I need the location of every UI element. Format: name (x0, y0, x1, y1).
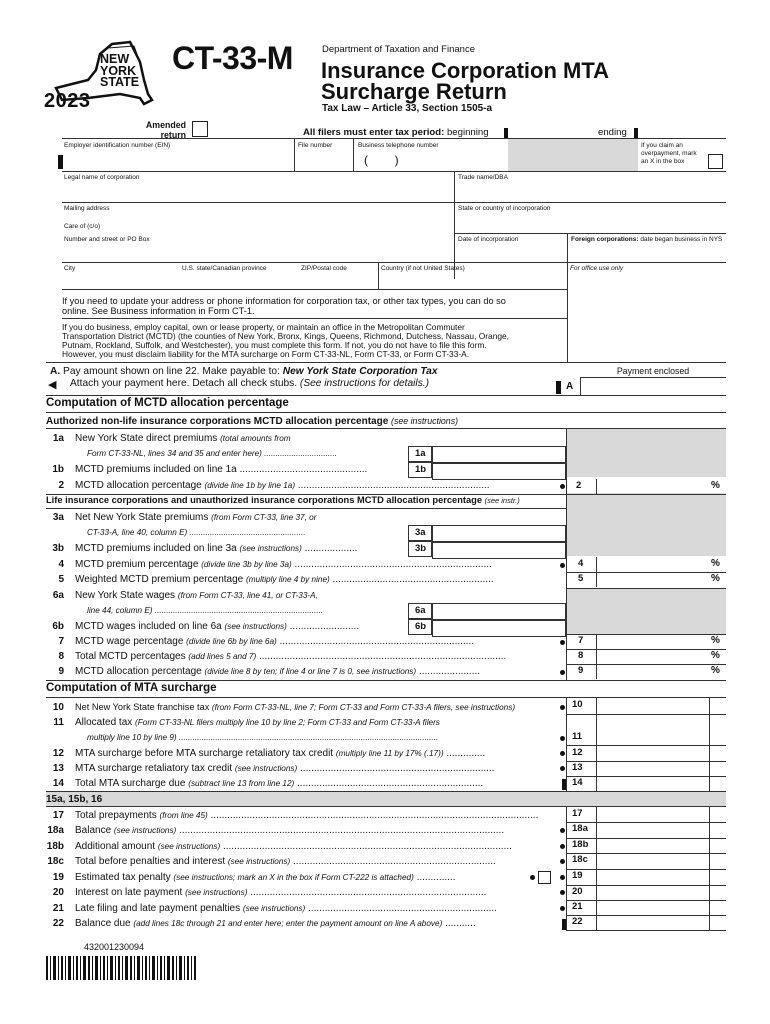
line-1b-num: 1b (52, 464, 64, 475)
line-8-pct: % (711, 650, 720, 661)
line-5-input[interactable] (596, 572, 727, 587)
line-4-input[interactable] (596, 557, 727, 572)
city-label: City (64, 265, 76, 272)
mctd-notice-1: If you do business, employ capital, own or lease property, or maintain an office in the Metropolitan Commuter (62, 322, 465, 332)
line-19-text: Estimated tax penalty (see instructions; mark an X in the box if Form CT-222 is attached) .............. (75, 872, 456, 883)
line-3a-box: 3a (408, 525, 432, 541)
line-10-box: 10 (572, 699, 583, 710)
phone-parens: ( ) (364, 153, 399, 167)
date-incorp-label: Date of incorporation (458, 236, 519, 243)
line-17-num: 17 (52, 810, 64, 821)
state-country-label: State or country of incorporation (458, 205, 551, 212)
street-label: Number and street or PO Box (64, 236, 150, 243)
mctd-notice-3: Putnam, Rockland, Suffolk, and Westchester), you must complete this form. If not, you do not have to file this form. (62, 340, 487, 350)
line-8-text: Total MCTD percentages (add lines 5 and 7) ......................................................................................... (75, 651, 507, 662)
line-4-text: MCTD premium percentage (divide line 3b by line 3a) ....................................................................... (75, 559, 492, 570)
line-18c-box: 18c (572, 854, 588, 865)
attach-text: Attach your payment here. Detach all check stubs. (See instructions for details.) (70, 378, 430, 389)
trade-name-field[interactable] (455, 172, 725, 202)
state-name-line: STATE (100, 75, 140, 89)
zip-label: ZIP/Postal code (301, 265, 347, 272)
shaded-area-2 (566, 493, 726, 556)
line-5-text: Weighted MCTD premium percentage (multiply line 4 by nine) .......................................................... (75, 574, 494, 585)
line-12-dot (560, 751, 565, 756)
line-7-input[interactable] (596, 634, 727, 649)
line-1b-input[interactable] (432, 462, 566, 480)
amended-checkbox[interactable] (192, 121, 208, 137)
file-number-field[interactable] (295, 139, 353, 171)
mctd-notice-2: Transportation District (MCTD) (the counties of New York, Bronx, Kings, Queens, Richmond, Dutchess, Nassau, Orange, (62, 331, 510, 341)
line-18b-dot (560, 844, 565, 849)
line-2-num: 2 (58, 480, 64, 491)
line-3b-num: 3b (52, 543, 64, 554)
line-3b-text: MCTD premiums included on line 3a (see instructions) ................... (75, 543, 358, 554)
care-of-label: Care of (c/o) (64, 223, 101, 230)
update-notice-1: If you need to update your address or phone information for corporation tax, or other tax types, you can do so (62, 296, 506, 306)
line-6a-text2: line 44, column E) .......................................................................... (87, 606, 324, 615)
line-18c-input[interactable] (596, 853, 727, 869)
line-8-input[interactable] (596, 649, 727, 664)
street-field[interactable] (62, 234, 454, 262)
section1-sub2: Life insurance corporations and unauthorized insurance corporations MCTD allocation percentage (see instr.) (46, 495, 520, 505)
line-21-input[interactable] (596, 900, 727, 916)
line-10-num: 10 (52, 702, 64, 713)
line-5-pct: % (711, 573, 720, 584)
section1-title: Computation of MCTD allocation percentage (46, 397, 289, 409)
line-14-input[interactable] (596, 776, 727, 792)
shaded-box (508, 139, 638, 171)
line-20-box: 20 (572, 886, 583, 897)
line-4-pct: % (711, 558, 720, 569)
beginning-date-field[interactable] (510, 124, 596, 139)
tax-period-label: All filers must enter tax period: beginning (303, 127, 489, 138)
line-6b-box: 6b (408, 619, 432, 635)
form-title-1: Insurance Corporation MTA (321, 58, 610, 83)
line-9-text: MCTD allocation percentage (divide line 8 by ten; if line 4 or line 7 is 0, see instructions) ...................... (75, 666, 481, 677)
line-1a-text2: Form CT-33-NL, lines 34 and 35 and enter here) ................................ (87, 449, 337, 458)
ein-label: Employer identification number (EIN) (64, 142, 171, 149)
line-1b-box: 1b (408, 462, 432, 478)
payment-enclosed-field[interactable] (580, 378, 727, 395)
line-7-dot (560, 640, 565, 645)
line-5-box: 5 (578, 573, 584, 584)
tax-year: 2023 (44, 90, 91, 112)
line-18a-dot (560, 828, 565, 833)
line-17-box: 17 (572, 808, 583, 819)
section1-sub1: Authorized non-life insurance corporations MCTD allocation percentage (see instructions) (46, 416, 459, 427)
line-22-text: Balance due (add lines 18c through 21 and enter here; enter the payment amount on line A above) ........... (75, 918, 476, 929)
line-18a-input[interactable] (596, 822, 727, 838)
line-12-text: MTA surcharge before MTA surcharge retaliatory tax credit (multiply line 11 by 17% (.17)) .............. (75, 748, 486, 759)
line-21-box: 21 (572, 901, 583, 912)
line-18a-text: Balance (see instructions) ..................................................................................................................... (75, 825, 505, 836)
line-4-dot (560, 563, 565, 568)
line-2-text: MCTD allocation percentage (divide line 1b by line 1a) ..................................................................... (75, 480, 490, 491)
office-use-label: For office use only (570, 265, 624, 272)
line-10-dot (560, 705, 565, 710)
line-12-box: 12 (572, 747, 583, 758)
barcode-number: 432001230094 (84, 942, 145, 952)
payment-enclosed-label: Payment enclosed (616, 366, 690, 376)
state-country-field[interactable] (455, 203, 725, 233)
line-11-box: 11 (572, 731, 583, 742)
us-state-label: U.S. state/Canadian province (182, 265, 267, 272)
line-18c-dot (560, 859, 565, 864)
mailing-address-field[interactable] (62, 203, 454, 233)
line-10-input[interactable] (596, 698, 727, 714)
line-9-box: 9 (578, 665, 584, 676)
state-name-line: NEW (100, 52, 130, 66)
line-11-num: 11 (53, 717, 64, 728)
line-20-input[interactable] (596, 885, 727, 901)
foreign-corp-label: Foreign corporations: date began business in NYS (571, 236, 723, 243)
barcode-graphic (46, 956, 196, 980)
line-1a-num: 1a (52, 433, 64, 444)
line-7-text: MCTD wage percentage (divide line 6b by line 6a) ...................................................................... (75, 636, 475, 647)
line-3b-box: 3b (408, 541, 432, 557)
file-number-label: File number (298, 142, 333, 149)
line-8-box: 8 (578, 650, 584, 661)
overpayment-note: If you claim an overpayment, mark an X in the box (641, 142, 697, 165)
line-13-input[interactable] (596, 761, 727, 777)
line-18c-text: Total before penalties and interest (see instructions) ......................................................................... (75, 856, 496, 867)
phone-label: Business telephone number (358, 142, 439, 149)
mctd-notice-4: However, you must disclaim liability for the MTA surcharge on Form CT-33-NL, Form CT-33, or Form CT-33-A. (62, 349, 470, 359)
line-19-num: 19 (52, 872, 64, 883)
state-name-line: YORK (100, 63, 137, 78)
line-3a-text2: CT-33-A, line 40, column E) ................................................... (87, 528, 306, 537)
line-9-pct: % (711, 665, 720, 676)
line-6a-num: 6a (52, 590, 64, 601)
line-17-text: Total prepayments (from line 45) ...................................................................................................................... (75, 810, 539, 821)
payment-box-a: A (566, 381, 574, 392)
line-12-num: 12 (52, 748, 64, 759)
line-20-text: Interest on late payment (see instructions) ..................................................................................... (75, 887, 487, 898)
barcode (46, 956, 196, 980)
line-20-num: 20 (52, 887, 64, 898)
line-a: A. Pay amount shown on line 22. Make payable to: New York State Corporation Tax (50, 366, 438, 377)
line-14-num: 14 (52, 778, 64, 789)
section2-title: Computation of MTA surcharge (46, 682, 217, 694)
ending-label: ending (598, 127, 627, 138)
line-6a-text: New York State wages (from Form CT-33, line 41, or CT-33-A, (75, 590, 318, 601)
line-1a-box: 1a (408, 446, 432, 462)
line-3a-text: Net New York State premiums (from Form CT-33, line 37, or (75, 512, 317, 523)
line-21-num: 21 (52, 903, 64, 914)
overpayment-checkbox[interactable] (708, 154, 723, 169)
line-19-dot (530, 875, 535, 880)
line-18b-box: 18b (572, 839, 589, 850)
line-6a-box: 6a (408, 603, 432, 619)
line-6b-input[interactable] (432, 619, 566, 637)
line-13-text: MTA surcharge retaliatory tax credit (see instructions) ...................................................................... (75, 763, 495, 774)
legal-name-field[interactable] (62, 172, 454, 202)
line-2-box: 2 (576, 480, 582, 491)
attach-arrow-icon: ◀ (48, 379, 57, 391)
line-14-text: Total MTA surcharge due (subtract line 13 from line 12) ................................................................... (75, 778, 484, 789)
line-6b-text: MCTD wages included on line 6a (see instructions) ......................... (75, 621, 360, 632)
line-5-num: 5 (58, 574, 64, 585)
line-2-input[interactable] (596, 479, 727, 494)
line-2-dot (560, 484, 565, 489)
trade-name-label: Trade name/DBA (458, 174, 508, 181)
line-12-input[interactable] (596, 746, 727, 762)
legal-name-label: Legal name of corporation (64, 174, 140, 181)
line-8-num: 8 (58, 651, 64, 662)
shaded-area-3 (566, 588, 726, 634)
ending-date-field[interactable] (640, 124, 726, 139)
line-13-dot (560, 766, 565, 771)
line-1b-text: MCTD premiums included on line 1a .............................................. (75, 464, 368, 475)
line-3a-num: 3a (52, 512, 64, 523)
foreign-corp-field[interactable] (568, 234, 726, 262)
line-1a-text: New York State direct premiums (total amounts from (75, 433, 291, 444)
line-19-input[interactable] (596, 869, 727, 885)
line-19-dot2 (560, 875, 565, 880)
line-22-num: 22 (52, 918, 64, 929)
country-label: Country (if not United States) (381, 265, 465, 272)
line-11-input[interactable] (596, 730, 727, 746)
payment-a-marker (556, 381, 561, 394)
line-2-pct: % (711, 480, 720, 491)
line-19-box: 19 (572, 870, 583, 881)
department-name: Department of Taxation and Finance (322, 44, 475, 55)
date-incorp-field[interactable] (455, 234, 567, 262)
line-11-text: Allocated tax (Form CT-33-NL filers multiply line 10 by line 2; Form CT-33 and Form CT-33-A filers (75, 717, 440, 728)
state-name (100, 54, 160, 89)
amended-label: Amended return (145, 120, 186, 140)
line-22-box: 22 (572, 916, 583, 927)
ein-field[interactable] (62, 139, 294, 171)
shaded-gap (46, 792, 726, 806)
mailing-address-label: Mailing address (64, 205, 110, 212)
line-18b-input[interactable] (596, 838, 727, 854)
line-17-input[interactable] (596, 807, 727, 823)
line-21-text: Late filing and late payment penalties (see instructions) .................................................................... (75, 903, 497, 914)
line-11-text2: multiply line 10 by line 9) .................................................................................................................. (87, 733, 439, 742)
line-13-box: 13 (572, 762, 583, 773)
line-6b-num: 6b (52, 621, 64, 632)
line-4-box: 4 (578, 558, 584, 569)
ct222-checkbox[interactable] (538, 871, 551, 884)
line-13-num: 13 (52, 763, 64, 774)
line-9-num: 9 (58, 666, 64, 677)
line-7-num: 7 (58, 636, 64, 647)
gap-label: 15a, 15b, 16 (46, 794, 103, 805)
shaded-area-1 (566, 429, 726, 477)
line-18c-num: 18c (47, 856, 64, 867)
line-14-box: 14 (572, 777, 583, 788)
form-title-2: Surcharge Return (321, 79, 507, 104)
update-notice-2: online. See Business information in Form CT-1. (62, 306, 255, 316)
tax-law: Tax Law – Article 33, Section 1505-a (322, 103, 493, 114)
line-9-input[interactable] (596, 664, 727, 679)
form-id: CT-33-M (172, 40, 293, 76)
line-21-dot (560, 906, 565, 911)
line-18b-num: 18b (46, 841, 64, 852)
line-11-dot (560, 736, 565, 741)
line-9-dot (560, 670, 565, 675)
line-22-input[interactable] (596, 915, 727, 931)
line-18b-text: Additional amount (see instructions) ........................................................................................................ (75, 841, 512, 852)
line-4-num: 4 (58, 559, 64, 570)
line-20-dot (560, 890, 565, 895)
line-10-text: Net New York State franchise tax (from Form CT-33-NL, line 7; Form CT-33 and Form CT-33-A filers, see instructions) (75, 702, 516, 712)
line-7-box: 7 (578, 635, 584, 646)
line-18a-num: 18a (47, 825, 64, 836)
line-7-pct: % (711, 635, 720, 646)
line-18a-box: 18a (572, 823, 588, 834)
line-3b-input[interactable] (432, 541, 566, 559)
phone-field[interactable] (354, 139, 508, 171)
